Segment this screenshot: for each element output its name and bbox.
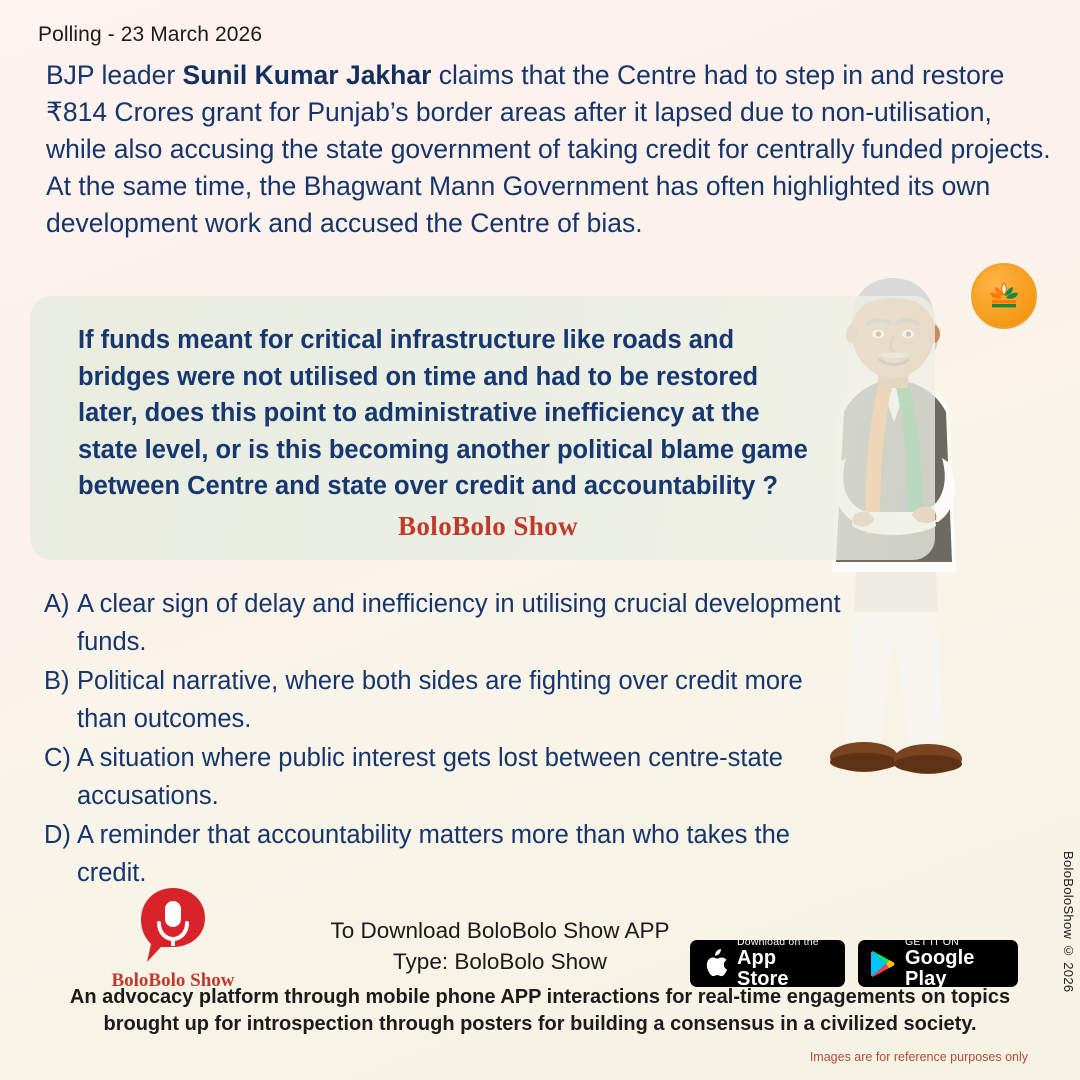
copyright-label: BoloBoloShow © 2026 bbox=[1061, 850, 1076, 992]
google-play-labels bbox=[905, 937, 1006, 990]
option-d-text: A reminder that accountability matters more than who takes the credit. bbox=[77, 821, 790, 887]
intro-paragraph bbox=[46, 57, 1056, 242]
options-list bbox=[44, 586, 1024, 894]
poll-date: Polling - 23 March 2026 bbox=[38, 23, 263, 46]
option-c-text: A situation where public interest gets lost between centre-state accusations. bbox=[77, 744, 783, 810]
option-a-text: A clear sign of delay and inefficiency in utilising crucial development funds. bbox=[77, 590, 841, 656]
intro-text-before: BJP leader bbox=[46, 60, 183, 90]
question-box bbox=[30, 296, 935, 560]
microphone-icon bbox=[131, 884, 215, 968]
option-d-label: D) bbox=[44, 821, 71, 849]
download-instructions bbox=[300, 915, 700, 977]
question-text: If funds meant for critical infrastructure like roads and bridges were not utilised on time and had to be restored later, does this point to administrative inefficiency at the state level, or is this becoming another political blame game between Centre and state over credit and accountability ? bbox=[78, 326, 808, 500]
intro-text-after: claims that the Centre had to step in and restore ₹814 Crores grant for Punjab’s border areas after it lapsed due to non-utilisation, while also accusing the state government of taking credit for centrally funded projects. At the same time, the Bhagwant Mann Government has often highlighted its own development work and accused the Centre of bias. bbox=[46, 60, 1051, 238]
google-play-icon bbox=[870, 950, 896, 978]
app-store-labels bbox=[737, 937, 833, 990]
app-store-small-label: Download on the bbox=[737, 936, 819, 948]
politician-name: Sunil Kumar Jakhar bbox=[182, 60, 432, 90]
app-store-button[interactable] bbox=[690, 936, 845, 991]
reference-note: Images are for reference purposes only bbox=[809, 1050, 1028, 1064]
option-a[interactable] bbox=[44, 586, 1024, 661]
option-c-label: C) bbox=[44, 744, 71, 772]
download-line-1: To Download BoloBolo Show APP bbox=[330, 918, 670, 943]
google-play-big-label: Google Play bbox=[905, 947, 975, 991]
option-a-label: A) bbox=[44, 590, 70, 618]
footer-logo-text: BoloBolo Show bbox=[111, 970, 235, 991]
option-c[interactable] bbox=[44, 740, 1024, 815]
option-b-text: Political narrative, where both sides are fighting over credit more than outcomes. bbox=[77, 667, 803, 733]
option-b-label: B) bbox=[44, 667, 70, 695]
app-store-big-label: App Store bbox=[737, 947, 789, 991]
microphone-glyph bbox=[131, 884, 215, 968]
google-play-button[interactable] bbox=[858, 936, 1018, 991]
apple-icon bbox=[702, 949, 728, 979]
option-d[interactable] bbox=[44, 817, 1024, 892]
download-line-2: Type: BoloBolo Show bbox=[393, 949, 607, 974]
bolobolo-logo bbox=[108, 884, 238, 992]
option-b[interactable] bbox=[44, 663, 1024, 738]
google-play-small-label: GET IT ON bbox=[905, 936, 959, 948]
question-brand-label: BoloBolo Show bbox=[397, 510, 578, 541]
advocacy-statement: An advocacy platform through mobile phone APP interactions for real-time engagements on topics brought up for introspection through posters for building a consensus in a civilized society. bbox=[69, 986, 1011, 1035]
